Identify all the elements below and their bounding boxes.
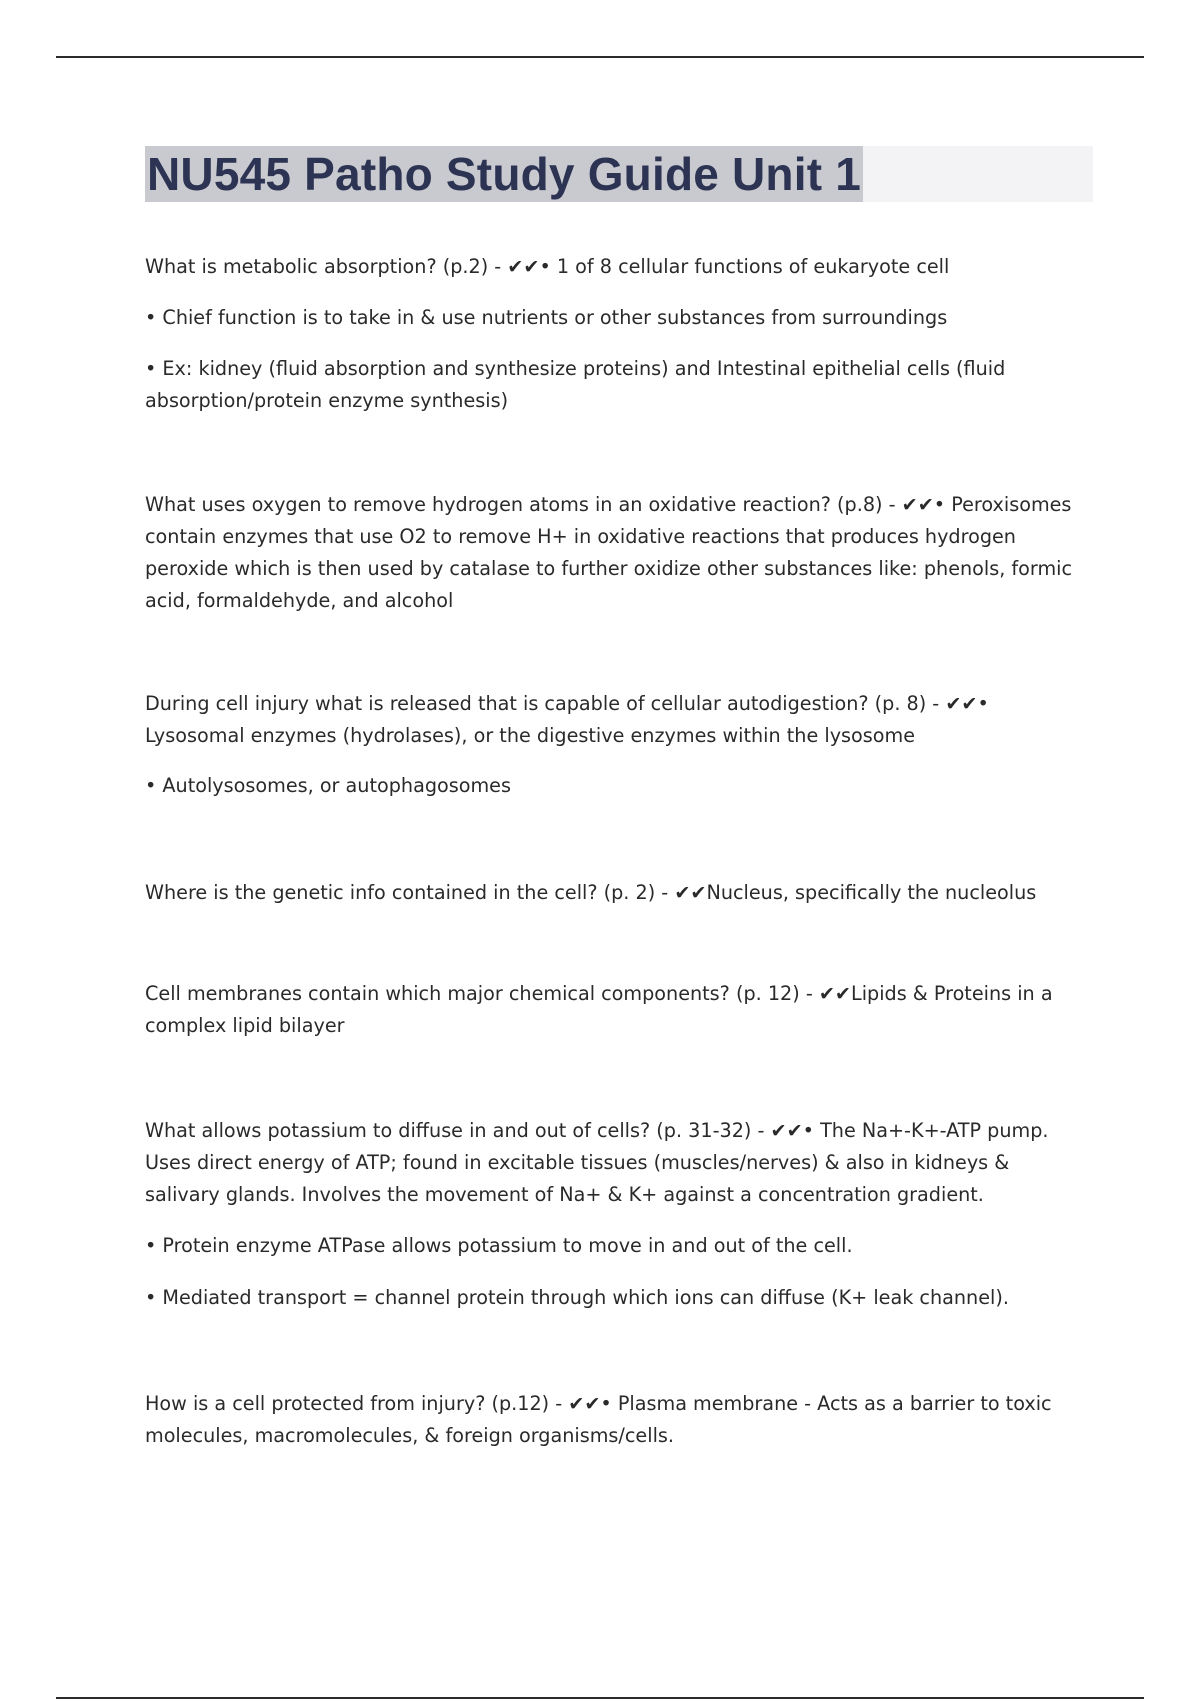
paragraph-potassium-diffusion: What allows potassium to diffuse in and out of cells? (p. 31-32) - ✔✔• The Na+-K+-ATP pump. Uses direct energy of ATP; found in excitable tissues (muscles/nerves) & also in kidneys & salivary glands. Involves the movement of Na+ & K+ against a concentration gradient. (145, 1119, 1049, 1206)
bottom-divider (56, 1697, 1144, 1699)
paragraph-cell-membranes: Cell membranes contain which major chemical components? (p. 12) - ✔✔Lipids & Proteins in a complex lipid bilayer (145, 982, 1053, 1037)
paragraph-mediated-transport: • Mediated transport = channel protein through which ions can diffuse (K+ leak channel). (145, 1286, 1009, 1309)
title-banner (145, 146, 1093, 202)
paragraph-lysosomal-enzymes: During cell injury what is released that is capable of cellular autodigestion? (p. 8) - ✔✔• Lysosomal enzymes (hydrolases), or the digestive enzymes within the lysosome (145, 692, 989, 747)
page-title: NU545 Patho Study Guide Unit 1 (147, 148, 861, 200)
paragraph-metabolic-absorption: What is metabolic absorption? (p.2) - ✔✔• 1 of 8 cellular functions of eukaryote cell (145, 255, 950, 278)
paragraph-kidney-example: • Ex: kidney (fluid absorption and synthesize proteins) and Intestinal epithelial cells (fluid absorption/protein enzyme synthesis) (145, 357, 1006, 412)
top-divider (56, 56, 1144, 58)
paragraph-peroxisomes: What uses oxygen to remove hydrogen atoms in an oxidative reaction? (p.8) - ✔✔• Peroxisomes contain enzymes that use O2 to remove H+ in oxidative reactions that produces hydrogen peroxide which is then used by catalase to further oxidize other substances like: phenols, formic acid, formaldehyde, and alcohol (145, 493, 1073, 612)
paragraph-genetic-info: Where is the genetic info contained in the cell? (p. 2) - ✔✔Nucleus, specifically the nucleolus (145, 881, 1037, 904)
paragraph-cell-protection: How is a cell protected from injury? (p.12) - ✔✔• Plasma membrane - Acts as a barrier to toxic molecules, macromolecules, & foreign organisms/cells. (145, 1392, 1052, 1447)
paragraph-chief-function: • Chief function is to take in & use nutrients or other substances from surroundings (145, 306, 948, 329)
paragraph-autolysosomes: • Autolysosomes, or autophagosomes (145, 774, 511, 797)
paragraph-atpase: • Protein enzyme ATPase allows potassium to move in and out of the cell. (145, 1234, 853, 1257)
